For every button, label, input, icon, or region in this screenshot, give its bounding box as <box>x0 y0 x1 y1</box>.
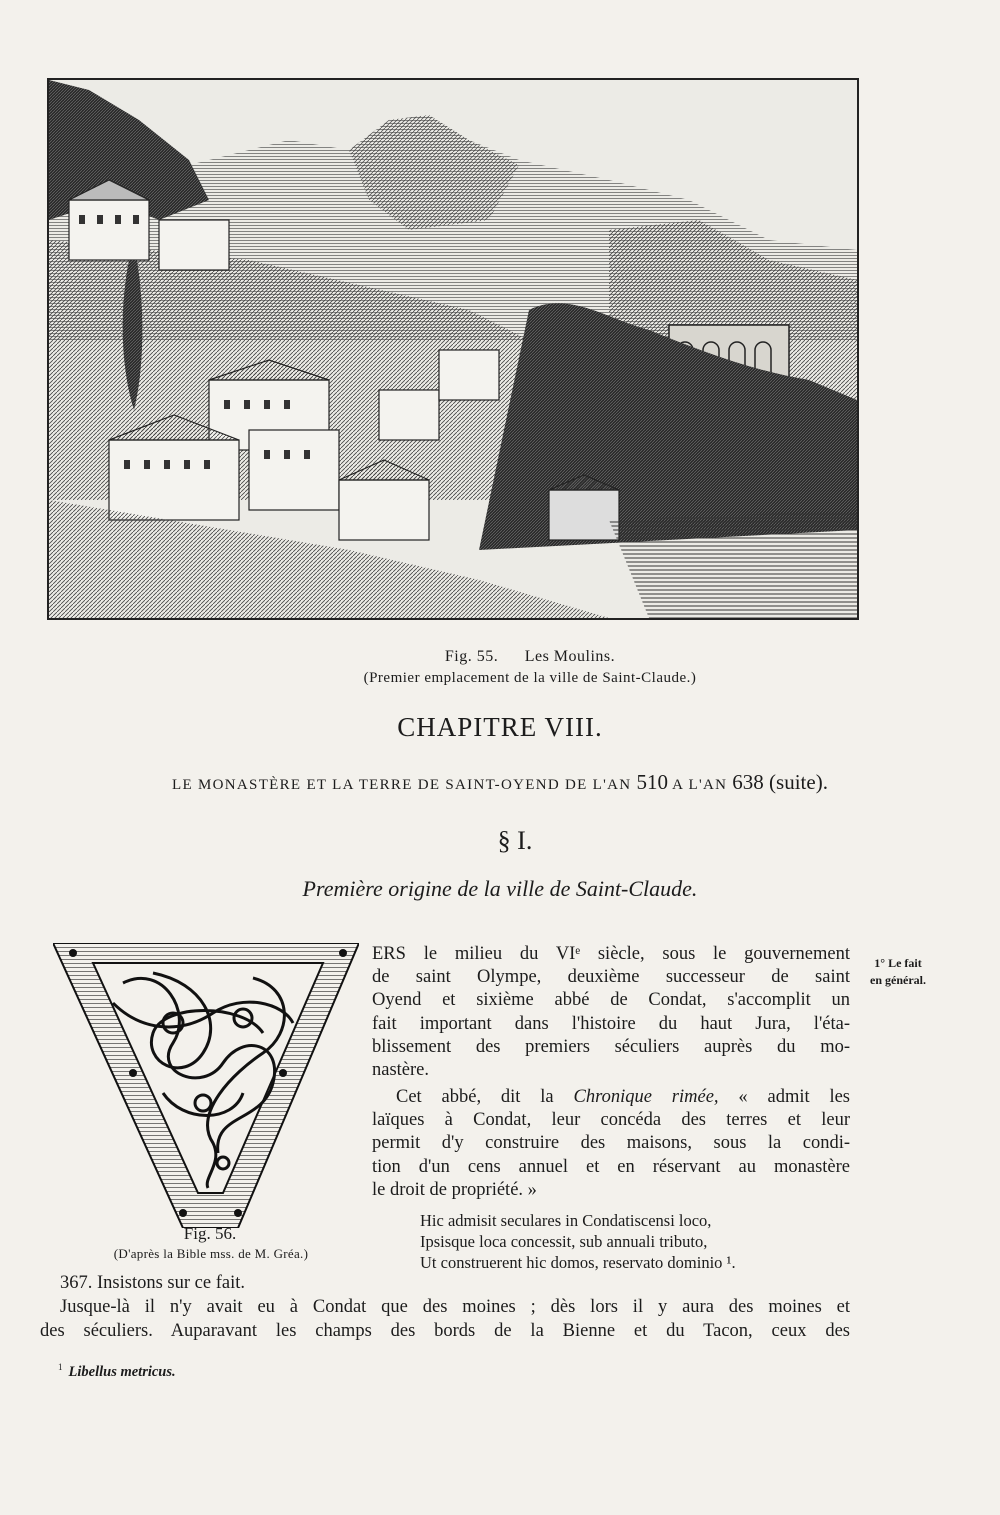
figure-56-caption: (D'après la Bible mss. de M. Gréa.) <box>113 1246 309 1261</box>
subtitle-year-1: 510 <box>636 770 668 794</box>
paragraph-4 <box>40 1296 850 1343</box>
latin-verse <box>420 1210 736 1273</box>
text-line: ERS le milieu du VIᵉ siècle, sous le gouvernement <box>372 944 850 964</box>
figure-55-number: Fig. 55. <box>444 648 499 665</box>
margin-note <box>856 955 940 989</box>
subtitle-year-2: 638 <box>732 770 764 794</box>
ornamental-v-dropcap-icon <box>53 943 359 1228</box>
figure-55-engraving <box>47 78 859 620</box>
paragraph-2 <box>372 1086 850 1202</box>
footnote-text: Libellus metricus. <box>68 1363 176 1380</box>
figure-56-number: Fig. 56. <box>183 1224 237 1243</box>
text-line: laïques à Condat, leur concéda des terres et leur <box>372 1110 850 1131</box>
text-line: nastère. <box>372 1059 430 1080</box>
text-line: fait important dans l'histoire du haut Jura, l'éta- <box>372 1013 850 1034</box>
verse-line: Ipsisque loca concessit, sub annuali tributo, <box>420 1232 708 1251</box>
text-line: Jusque-là il n'y avait eu à Condat que des moines ; dès lors il y aura des moines et <box>60 1297 850 1317</box>
subtitle-text-1: LE MONASTÈRE ET LA TERRE DE SAINT-OYEND DE L'AN <box>172 777 637 793</box>
subtitle-text-3: (suite). <box>763 770 828 794</box>
text-line: le droit de propriété. » <box>372 1179 537 1200</box>
chapter-subtitle <box>0 770 1000 795</box>
margin-note-line: en général. <box>870 973 926 987</box>
figure-55-caption <box>0 648 1000 666</box>
chapter-title: CHAPITRE VIII. <box>397 712 603 742</box>
subtitle-text-2: A L'AN <box>667 777 733 793</box>
section-number: § I. <box>497 826 533 855</box>
text-run: Cet abbé, dit la <box>396 1087 574 1107</box>
verse-line: Hic admisit seculares in Condatiscensi loco, <box>420 1211 712 1230</box>
text-line: Oyend et sixième abbé de Condat, s'accomplit un <box>372 990 850 1011</box>
text-line: de saint Olympe, deuxième successeur de saint <box>372 967 850 988</box>
landscape-engraving-icon <box>49 80 857 618</box>
margin-note-line: 1° Le fait <box>874 956 922 970</box>
text-line: permit d'y construire des maisons, sous la condi- <box>372 1133 850 1154</box>
text-line <box>372 1086 850 1109</box>
text-line: tion d'un cens annuel et en réservant au monastère <box>372 1156 850 1177</box>
text-line: blissement des premiers séculiers auprès du mo- <box>372 1036 850 1057</box>
paragraph-3: 367. Insistons sur ce fait. <box>60 1273 245 1293</box>
footnote-marker: 1 <box>58 1362 63 1372</box>
text-run: « admit les <box>718 1087 851 1107</box>
section-heading: Première origine de la ville de Saint-Claude. <box>302 876 698 901</box>
paragraph-1 <box>372 943 850 1082</box>
chronicle-title: Chronique rimée, <box>573 1087 719 1107</box>
footnote <box>58 1362 176 1381</box>
verse-line: Ut construerent hic domos, reservato dominio ¹. <box>420 1253 736 1272</box>
figure-55-title: Les Moulins. <box>524 648 616 665</box>
figure-55-subcaption: (Premier emplacement de la ville de Saint-Claude.) <box>363 670 697 686</box>
text-line: des séculiers. Auparavant les champs des bords de la Bienne et du Tacon, ceux des <box>40 1320 850 1341</box>
